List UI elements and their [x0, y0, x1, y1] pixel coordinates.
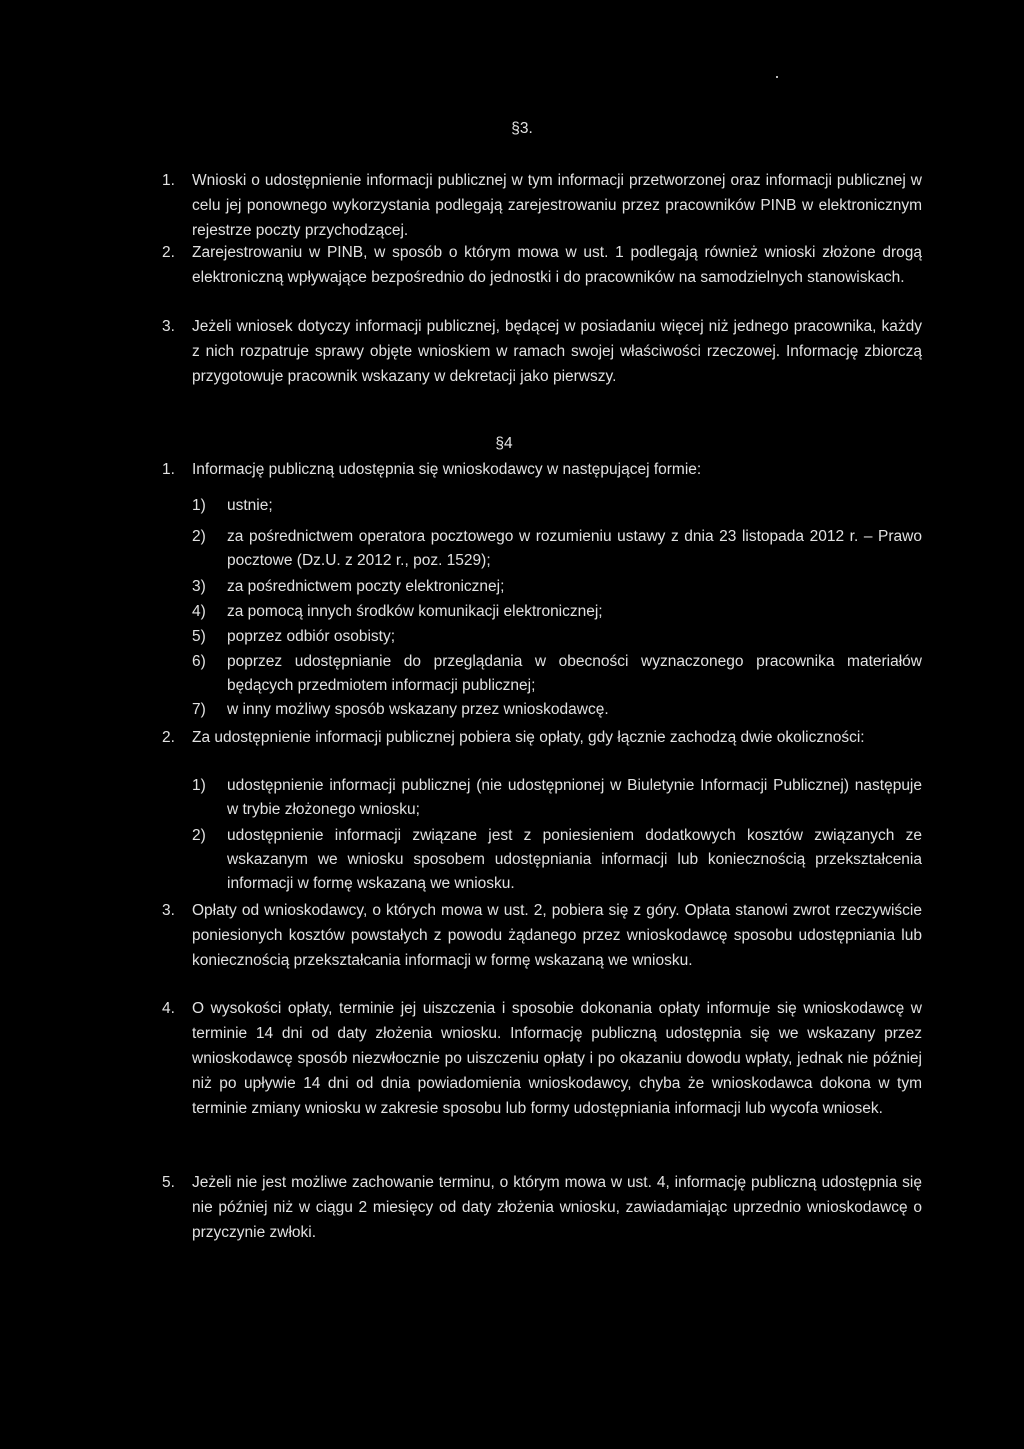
subitem-number: 2) — [192, 827, 206, 844]
subitem-number: 5) — [192, 628, 206, 645]
item-number: 3. — [162, 318, 175, 335]
section-4-item-1-sub-6 — [192, 650, 922, 698]
subitem-number: 7) — [192, 701, 206, 718]
section-4-item-1-sub-4 — [192, 600, 922, 624]
section-4-item-1-sub-5 — [192, 625, 922, 649]
subitem-number: 1) — [192, 497, 206, 514]
subitem-number: 4) — [192, 603, 206, 620]
item-number: 1. — [162, 172, 175, 189]
item-text: Informację publiczną udostępnia się wnioskodawcy w następującej formie: — [192, 461, 702, 478]
item-number: 3. — [162, 902, 175, 919]
section-4-item-1-sub-2 — [192, 525, 922, 573]
item-number: 4. — [162, 1000, 175, 1017]
item-text: Zarejestrowaniu w PINB, w sposób o którym mowa w ust. 1 podlegają również wnioski złożone drogą elektroniczną wpływające bezpośrednio do jednostki i do pracowników na samodzielnych stanowiskach. — [192, 244, 922, 286]
item-number: 5. — [162, 1174, 175, 1191]
item-text: Wnioski o udostępnienie informacji publicznej w tym informacji przetworzonej oraz informacji publicznej w celu jej ponownego wykorzystania podlegają zarejestrowaniu przez pracowników PINB w elektronicznym rejestrze poczty przychodzącej. — [192, 172, 922, 239]
section-3-heading: §3. — [511, 120, 533, 137]
item-number: 2. — [162, 244, 175, 261]
item-text: Jeżeli wniosek dotyczy informacji publicznej, będącej w posiadaniu więcej niż jednego pracownika, każdy z nich rozpatruje sprawy objęte wnioskiem w ramach swojej właściwości rzeczowej. Informację zbiorczą przygotowuje pracownik wskazany w dekretacji jako pierwszy. — [192, 318, 922, 385]
subitem-text: w inny możliwy sposób wskazany przez wnioskodawcę. — [227, 701, 609, 718]
section-4-item-1-sub-1 — [192, 494, 922, 518]
subitem-text: za pośrednictwem operatora pocztowego w rozumieniu ustawy z dnia 23 listopada 2012 r. – Prawo pocztowe (Dz.U. z 2012 r., poz. 1529); — [227, 528, 922, 569]
section-4-item-4 — [162, 996, 922, 1121]
section-4-heading: §4 — [495, 435, 513, 452]
section-4-item-1-sub-7 — [192, 698, 922, 722]
item-number: 1. — [162, 461, 175, 478]
subitem-text: za pośrednictwem poczty elektronicznej; — [227, 578, 505, 595]
item-text: O wysokości opłaty, terminie jej uiszczenia i sposobie dokonania opłaty informuje się wnioskodawcę w terminie 14 dni od daty złożenia wniosku. Informację publiczną udostępnia się we wskazany przez wnioskodawcę sposób niezwłocznie po uiszczeniu opłaty i po okazaniu dowodu wpłaty, jednak nie później niż po upływie 14 dni od dnia powiadomienia wnioskodawcy, chyba że wnioskodawca dokona w tym terminie zmiany wniosku w zakresie sposobu lub formy udostępniania informacji lub wycofa wniosek. — [192, 1000, 922, 1117]
section-4-item-2-sub-1 — [192, 774, 922, 822]
section-4-item-2-sub-2 — [192, 824, 922, 896]
section-4-item-1-sub-3 — [192, 575, 922, 599]
subitem-number: 1) — [192, 777, 206, 794]
section-4-item-3 — [162, 898, 922, 973]
subitem-text: ustnie; — [227, 497, 273, 514]
item-text: Opłaty od wnioskodawcy, o których mowa w ust. 2, pobiera się z góry. Opłata stanowi zwrot rzeczywiście poniesionych kosztów powstałych z powodu żądanego przez wnioskodawcę sposobu udostępniania lub koniecznością przekształcania informacji w formę wskazaną we wniosku. — [192, 902, 922, 969]
subitem-text: udostępnienie informacji związane jest z poniesieniem dodatkowych kosztów związanych ze wskazanym we wniosku sposobem udostępniania informacji lub koniecznością przekształcenia informacji w formę wskazaną we wniosku. — [227, 827, 922, 892]
subitem-number: 6) — [192, 653, 206, 670]
section-4-item-5 — [162, 1170, 922, 1245]
subitem-text: za pomocą innych środków komunikacji elektronicznej; — [227, 603, 603, 620]
subitem-text: udostępnienie informacji publicznej (nie udostępnionej w Biuletynie Informacji Publicznej) następuje w trybie złożonego wniosku; — [227, 777, 922, 818]
section-3-item-2 — [162, 240, 922, 290]
item-number: 2. — [162, 729, 175, 746]
item-text: Za udostępnienie informacji publicznej pobiera się opłaty, gdy łącznie zachodzą dwie okoliczności: — [192, 729, 865, 746]
scan-speck — [776, 76, 778, 78]
section-4-item-1 — [162, 457, 922, 482]
subitem-number: 3) — [192, 578, 206, 595]
item-text: Jeżeli nie jest możliwe zachowanie terminu, o którym mowa w ust. 4, informację publiczną udostępnia się nie później niż w ciągu 2 miesięcy od daty złożenia wniosku, zawiadamiając uprzednio wnioskodawcę o przyczynie zwłoki. — [192, 1174, 922, 1241]
section-3-item-1 — [162, 168, 922, 243]
section-3-item-3 — [162, 314, 922, 389]
subitem-number: 2) — [192, 528, 206, 545]
subitem-text: poprzez udostępnianie do przeglądania w obecności wyznaczonego pracownika materiałów będących przedmiotem informacji publicznej; — [227, 653, 922, 694]
subitem-text: poprzez odbiór osobisty; — [227, 628, 396, 645]
section-4-item-2 — [162, 725, 922, 750]
